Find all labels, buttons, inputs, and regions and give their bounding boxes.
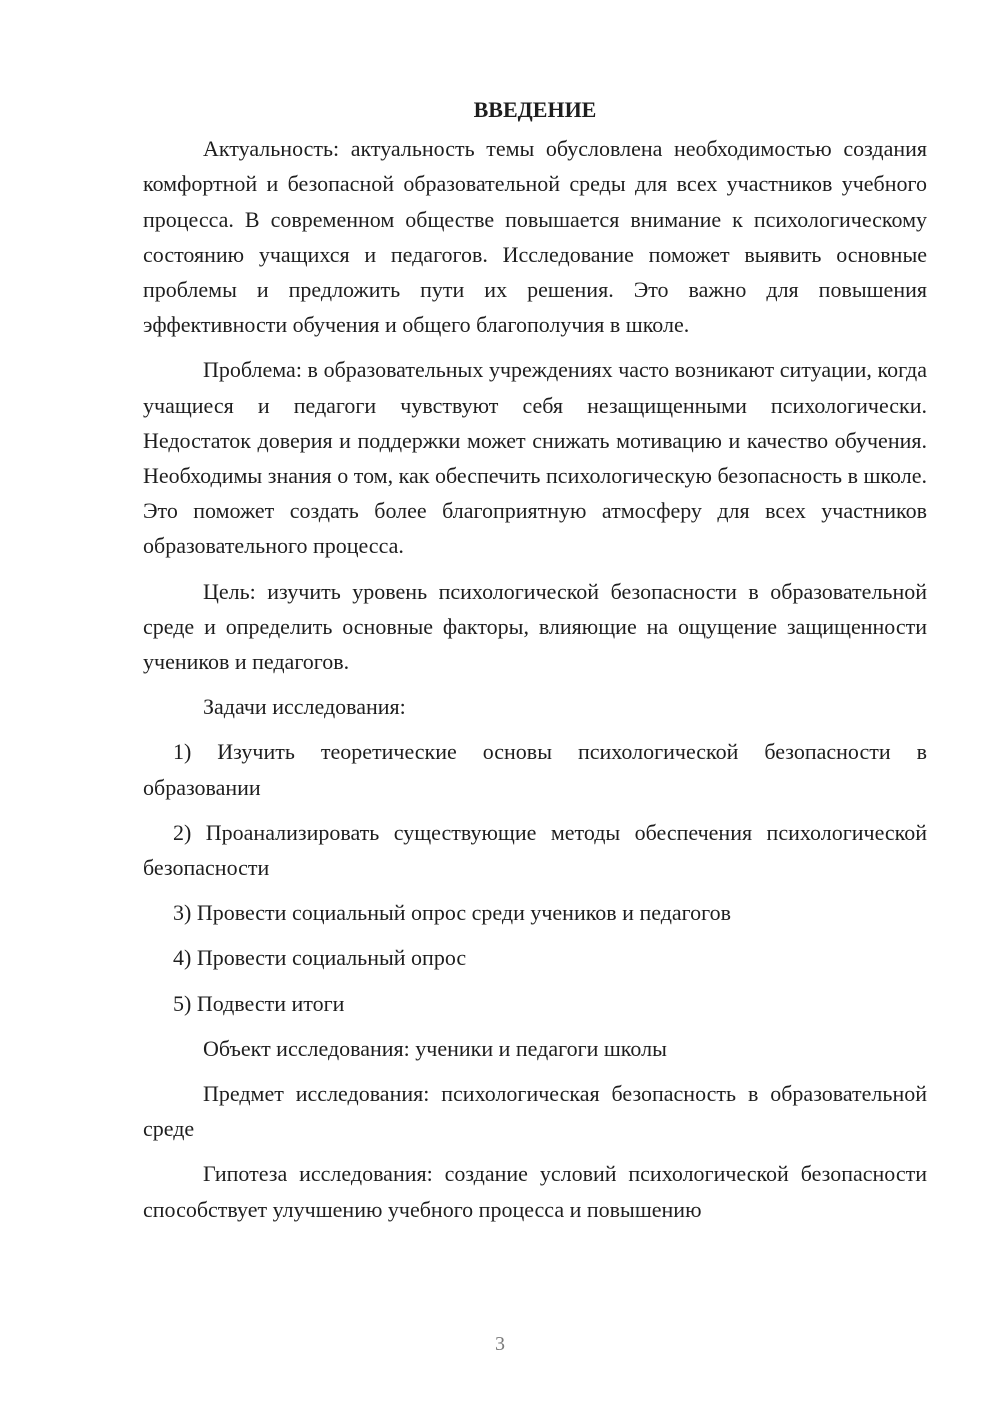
task-item-4: 4) Провести социальный опрос <box>173 945 467 971</box>
page-number: 3 <box>495 1333 505 1355</box>
problem-paragraph: Проблема: в образовательных учреждениях часто возникают ситуации, когда учащиеся и педагоги чувствуют себя незащищенными психологически. Недостаток доверия и поддержки может снижать мотивацию и качество обучения. Необходимы знания о том, как обеспечить психологическую безопасность в школе. Это поможет создать более благоприятную атмосферу для всех участников образовательного процесса. <box>143 357 927 559</box>
hypothesis-paragraph: Гипотеза исследования: создание условий психологической безопасности способствует улучшению учебного процесса и повышению <box>143 1161 927 1222</box>
tasks-heading: Задачи исследования: <box>203 694 406 720</box>
page-title: ВВЕДЕНИЕ <box>473 97 597 122</box>
task-item-2: 2) Проанализировать существующие методы обеспечения психологической безопасности <box>143 819 927 881</box>
task-item-3: 3) Провести социальный опрос среди учеников и педагогов <box>173 900 731 926</box>
task-item-5: 5) Подвести итоги <box>173 990 345 1016</box>
task-item-1: 1) Изучить теоретические основы психологической безопасности в образовании <box>143 739 927 800</box>
goal-paragraph: Цель: изучить уровень психологической безопасности в образовательной среде и определить основные факторы, влияющие на ощущение защищенности учеников и педагогов. <box>143 578 927 675</box>
object-paragraph: Объект исследования: ученики и педагоги школы <box>203 1035 667 1061</box>
document-body <box>143 92 927 1237</box>
subject-paragraph: Предмет исследования: психологическая безопасность в образовательной среде <box>143 1081 927 1142</box>
relevance-paragraph: Актуальность: актуальность темы обусловлена необходимостью создания комфортной и безопасной образовательной среды для всех участников учебного процесса. В современном обществе повышается внимание к психологическому состоянию учащихся и педагогов. Исследование поможет выявить основные проблемы и предложить пути их решения. Это важно для повышения эффективности обучения и общего благополучия в школе. <box>143 136 927 338</box>
